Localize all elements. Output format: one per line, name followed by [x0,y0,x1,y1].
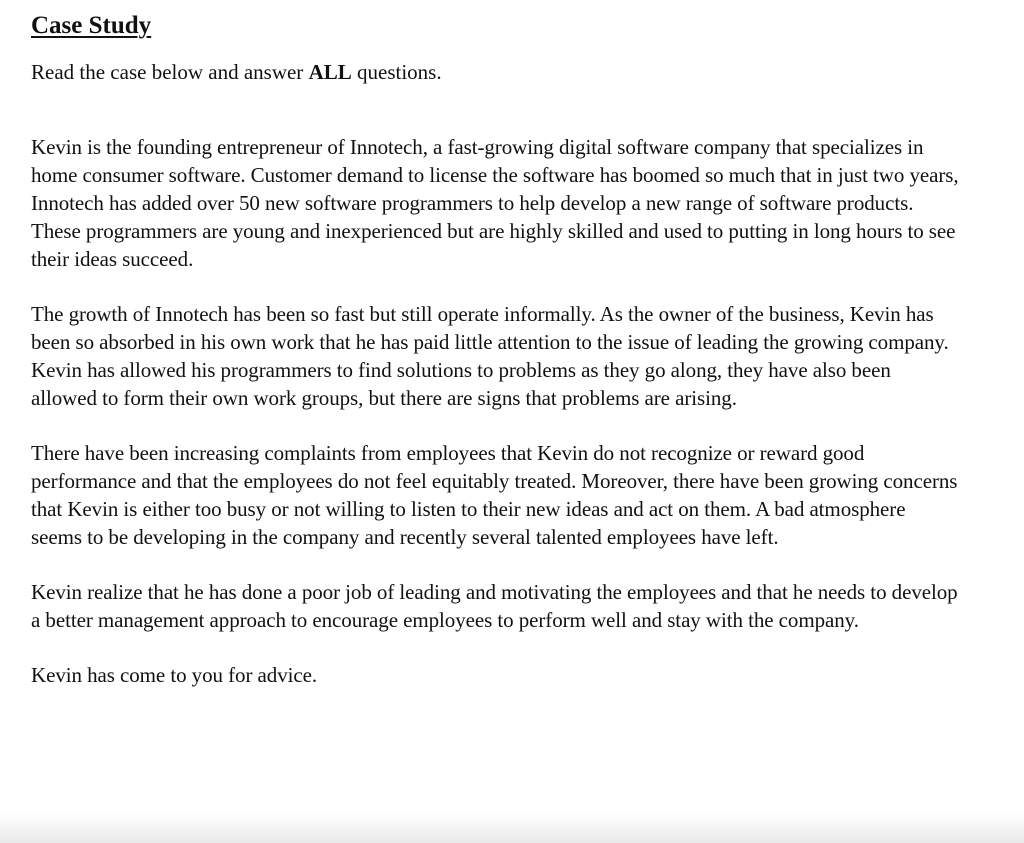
instruction-after: questions. [351,60,442,84]
case-paragraph-1: Kevin is the founding entrepreneur of Innotech, a fast-growing digital software company that specializes in home consumer software. Customer demand to license the software has boomed so much that in just two years, Innotech has added over 50 new software programmers to help develop a new range of software products. These programmers are young and inexperienced but are highly skilled and used to putting in long hours to see their ideas succeed. [31,135,959,271]
case-paragraph-3: There have been increasing complaints from employees that Kevin do not recognize or reward good performance and that the employees do not feel equitably treated. Moreover, there have been growing concerns that Kevin is either too busy or not willing to listen to their new ideas and act on them. A bad atmosphere seems to be developing in the company and recently several talented employees have left. [31,441,958,549]
page-title: Case Study [31,12,152,39]
case-paragraph-2: The growth of Innotech has been so fast but still operate informally. As the owner of the business, Kevin has been so absorbed in his own work that he has paid little attention to the issue of leading the growing company. Kevin has allowed his programmers to find solutions to problems as they go along, they have also been allowed to form their own work groups, but there are signs that problems are arising. [31,302,949,410]
bottom-shadow [0,813,1024,843]
case-paragraph-5: Kevin has come to you for advice. [31,663,318,687]
case-paragraph-4: Kevin realize that he has done a poor job of leading and motivating the employees and that he needs to develop a better management approach to encourage employees to perform well and stay with the company. [31,580,958,632]
case-study-content [31,10,961,689]
instruction-before: Read the case below and answer [31,60,309,84]
instruction-emphasis: ALL [308,60,352,84]
instruction-text [31,58,961,87]
